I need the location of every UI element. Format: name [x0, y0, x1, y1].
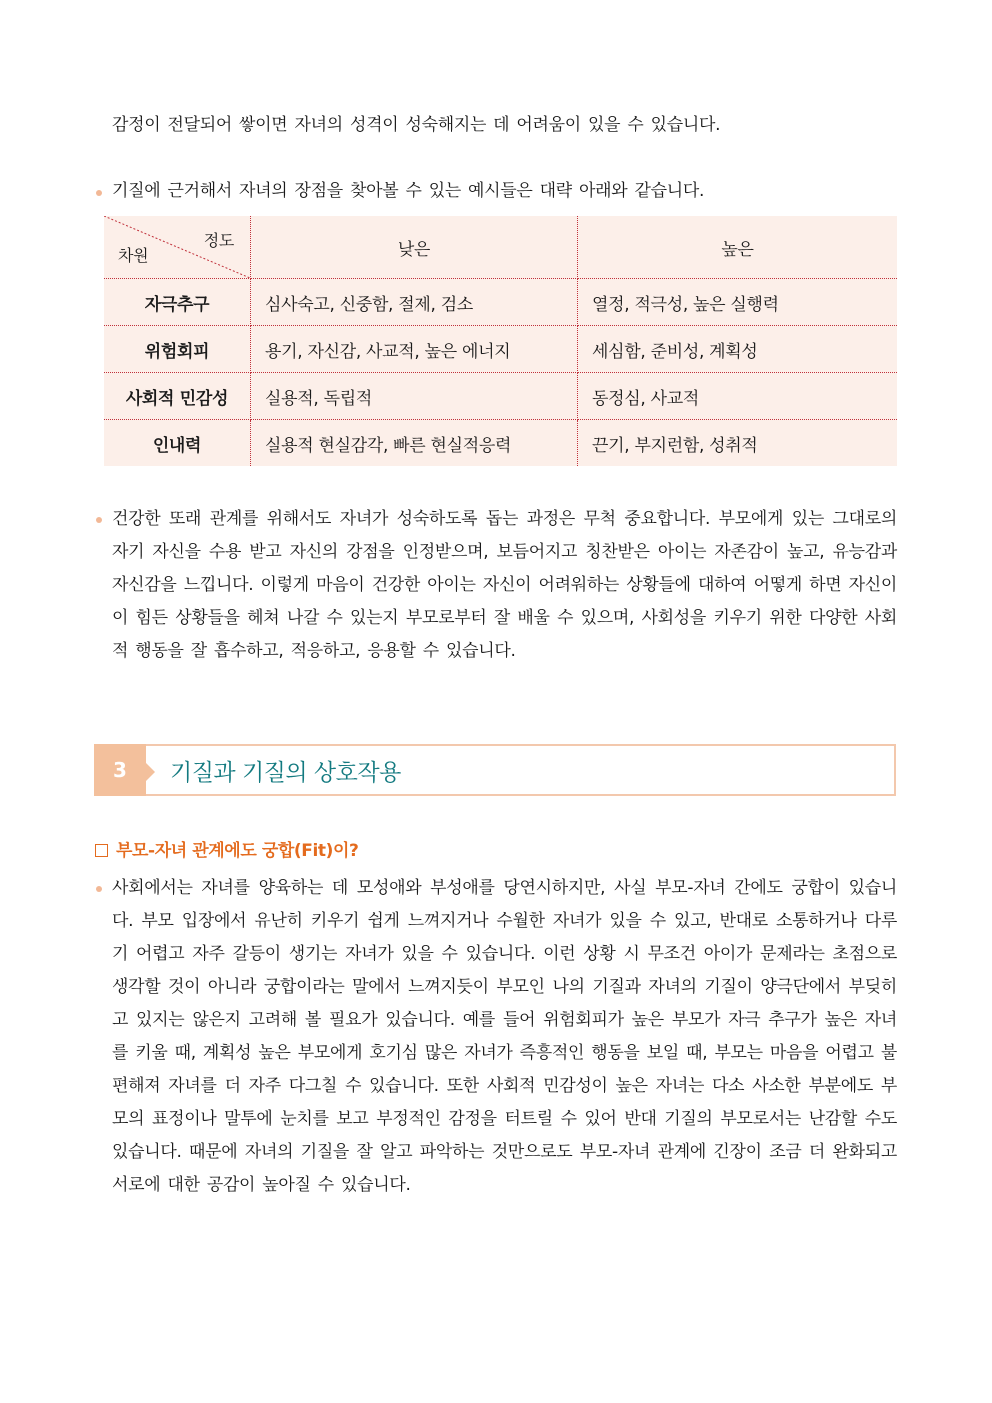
- bullet-paragraph-examples: 기질에 근거해서 자녀의 장점을 찾아볼 수 있는 예시들은 대략 아래와 같습니다.: [112, 181, 705, 201]
- checkbox-square-icon: [95, 844, 108, 857]
- dimension-cell: 사회적 민감성: [104, 373, 251, 420]
- bullet-icon: [96, 190, 102, 196]
- low-cell: 용기, 자신감, 사교적, 높은 에너지: [251, 326, 578, 373]
- corner-label-degree: 정도: [203, 231, 234, 250]
- arrow-right-icon: [146, 763, 155, 781]
- section-title: 기질과 기질의 상호작용: [170, 760, 401, 786]
- high-cell: 열정, 적극성, 높은 실행력: [578, 279, 898, 326]
- table-corner-cell: [104, 216, 251, 279]
- table-row: [104, 373, 897, 420]
- column-header-low: 낮은: [251, 216, 578, 279]
- low-cell: 심사숙고, 신중함, 절제, 검소: [251, 279, 578, 326]
- section-number: 3: [94, 744, 146, 796]
- dimension-cell: 인내력: [104, 420, 251, 467]
- intro-paragraph: 감정이 전달되어 쌓이면 자녀의 성격이 성숙해지는 데 어려움이 있을 수 있습니다.: [112, 115, 721, 135]
- bullet-icon: [96, 886, 102, 892]
- bullet-paragraph-peer-relations: 건강한 또래 관계를 위해서도 자녀가 성숙하도록 돕는 과정은 무척 중요합니다. 부모에게 있는 그대로의 자기 자신을 수용 받고 자신의 강점을 인정받으며, 보듬어지고 칭찬받은 아이는 자존감이 높고, 유능감과 자신감을 느낍니다. 이렇게 마음이 건강한 아이는 자신이 어려워하는 상황들에 대하여 어떻게 하면 자신이 이 힘든 상황들을 헤쳐 나갈 수 있는지 부모로부터 잘 배울 수 있으며, 사회성을 키우기 위한 다양한 사회적 행동을 잘 흡수하고, 적응하고, 응용할 수 있습니다.: [112, 509, 897, 661]
- table-row: [104, 279, 897, 326]
- section-header: [94, 744, 896, 796]
- table-header-row: [104, 216, 897, 279]
- table-row: [104, 326, 897, 373]
- table-row: [104, 420, 897, 467]
- dimension-cell: 자극추구: [104, 279, 251, 326]
- temperament-strengths-table: [104, 216, 897, 466]
- bullet-paragraph-fit: 사회에서는 자녀를 양육하는 데 모성애와 부성애를 당연시하지만, 사실 부모-자녀 간에도 궁합이 있습니다. 부모 입장에서 유난히 키우기 쉽게 느껴지거나 수월한 자녀가 있을 수 있고, 반대로 소통하거나 다루기 어렵고 자주 갈등이 생기는 자녀가 있을 수 있습니다. 이런 상황 시 무조건 아이가 문제라는 초점으로 생각할 것이 아니라 궁합이라는 말에서 느껴지듯이 부모인 나의 기질과 자녀의 기질이 양극단에서 부딪히고 있지는 않은지 고려해 볼 필요가 있습니다. 예를 들어 위험회피가 높은 부모가 자극 추구가 높은 자녀를 키울 때, 계획성 높은 부모에게 호기심 많은 자녀가 즉흥적인 행동을 보일 때, 부모는 마음을 어렵고 불편해져 자녀를 더 자주 다그칠 수 있습니다. 또한 사회적 민감성이 높은 자녀는 다소 사소한 부분에도 부모의 표정이나 말투에 눈치를 보고 부정적인 감정을 터트릴 수 있어 반대 기질의 부모로서는 난감할 수도 있습니다. 때문에 자녀의 기질을 잘 알고 파악하는 것만으로도 부모-자녀 관계에 긴장이 조금 더 완화되고 서로에 대한 공감이 높아질 수 있습니다.: [112, 878, 898, 1195]
- high-cell: 동정심, 사교적: [578, 373, 898, 420]
- column-header-high: 높은: [578, 216, 898, 279]
- low-cell: 실용적 현실감각, 빠른 현실적응력: [251, 420, 578, 467]
- low-cell: 실용적, 독립적: [251, 373, 578, 420]
- bullet-icon: [96, 517, 102, 523]
- subheading-text: 부모-자녀 관계에도 궁합(Fit)이?: [116, 841, 359, 861]
- high-cell: 끈기, 부지런함, 성취적: [592, 435, 758, 456]
- dimension-cell: 위험회피: [104, 326, 251, 373]
- subheading: [95, 836, 359, 861]
- high-cell: 세심함, 준비성, 계획성: [578, 326, 898, 373]
- corner-label-dimension: 차원: [118, 246, 149, 265]
